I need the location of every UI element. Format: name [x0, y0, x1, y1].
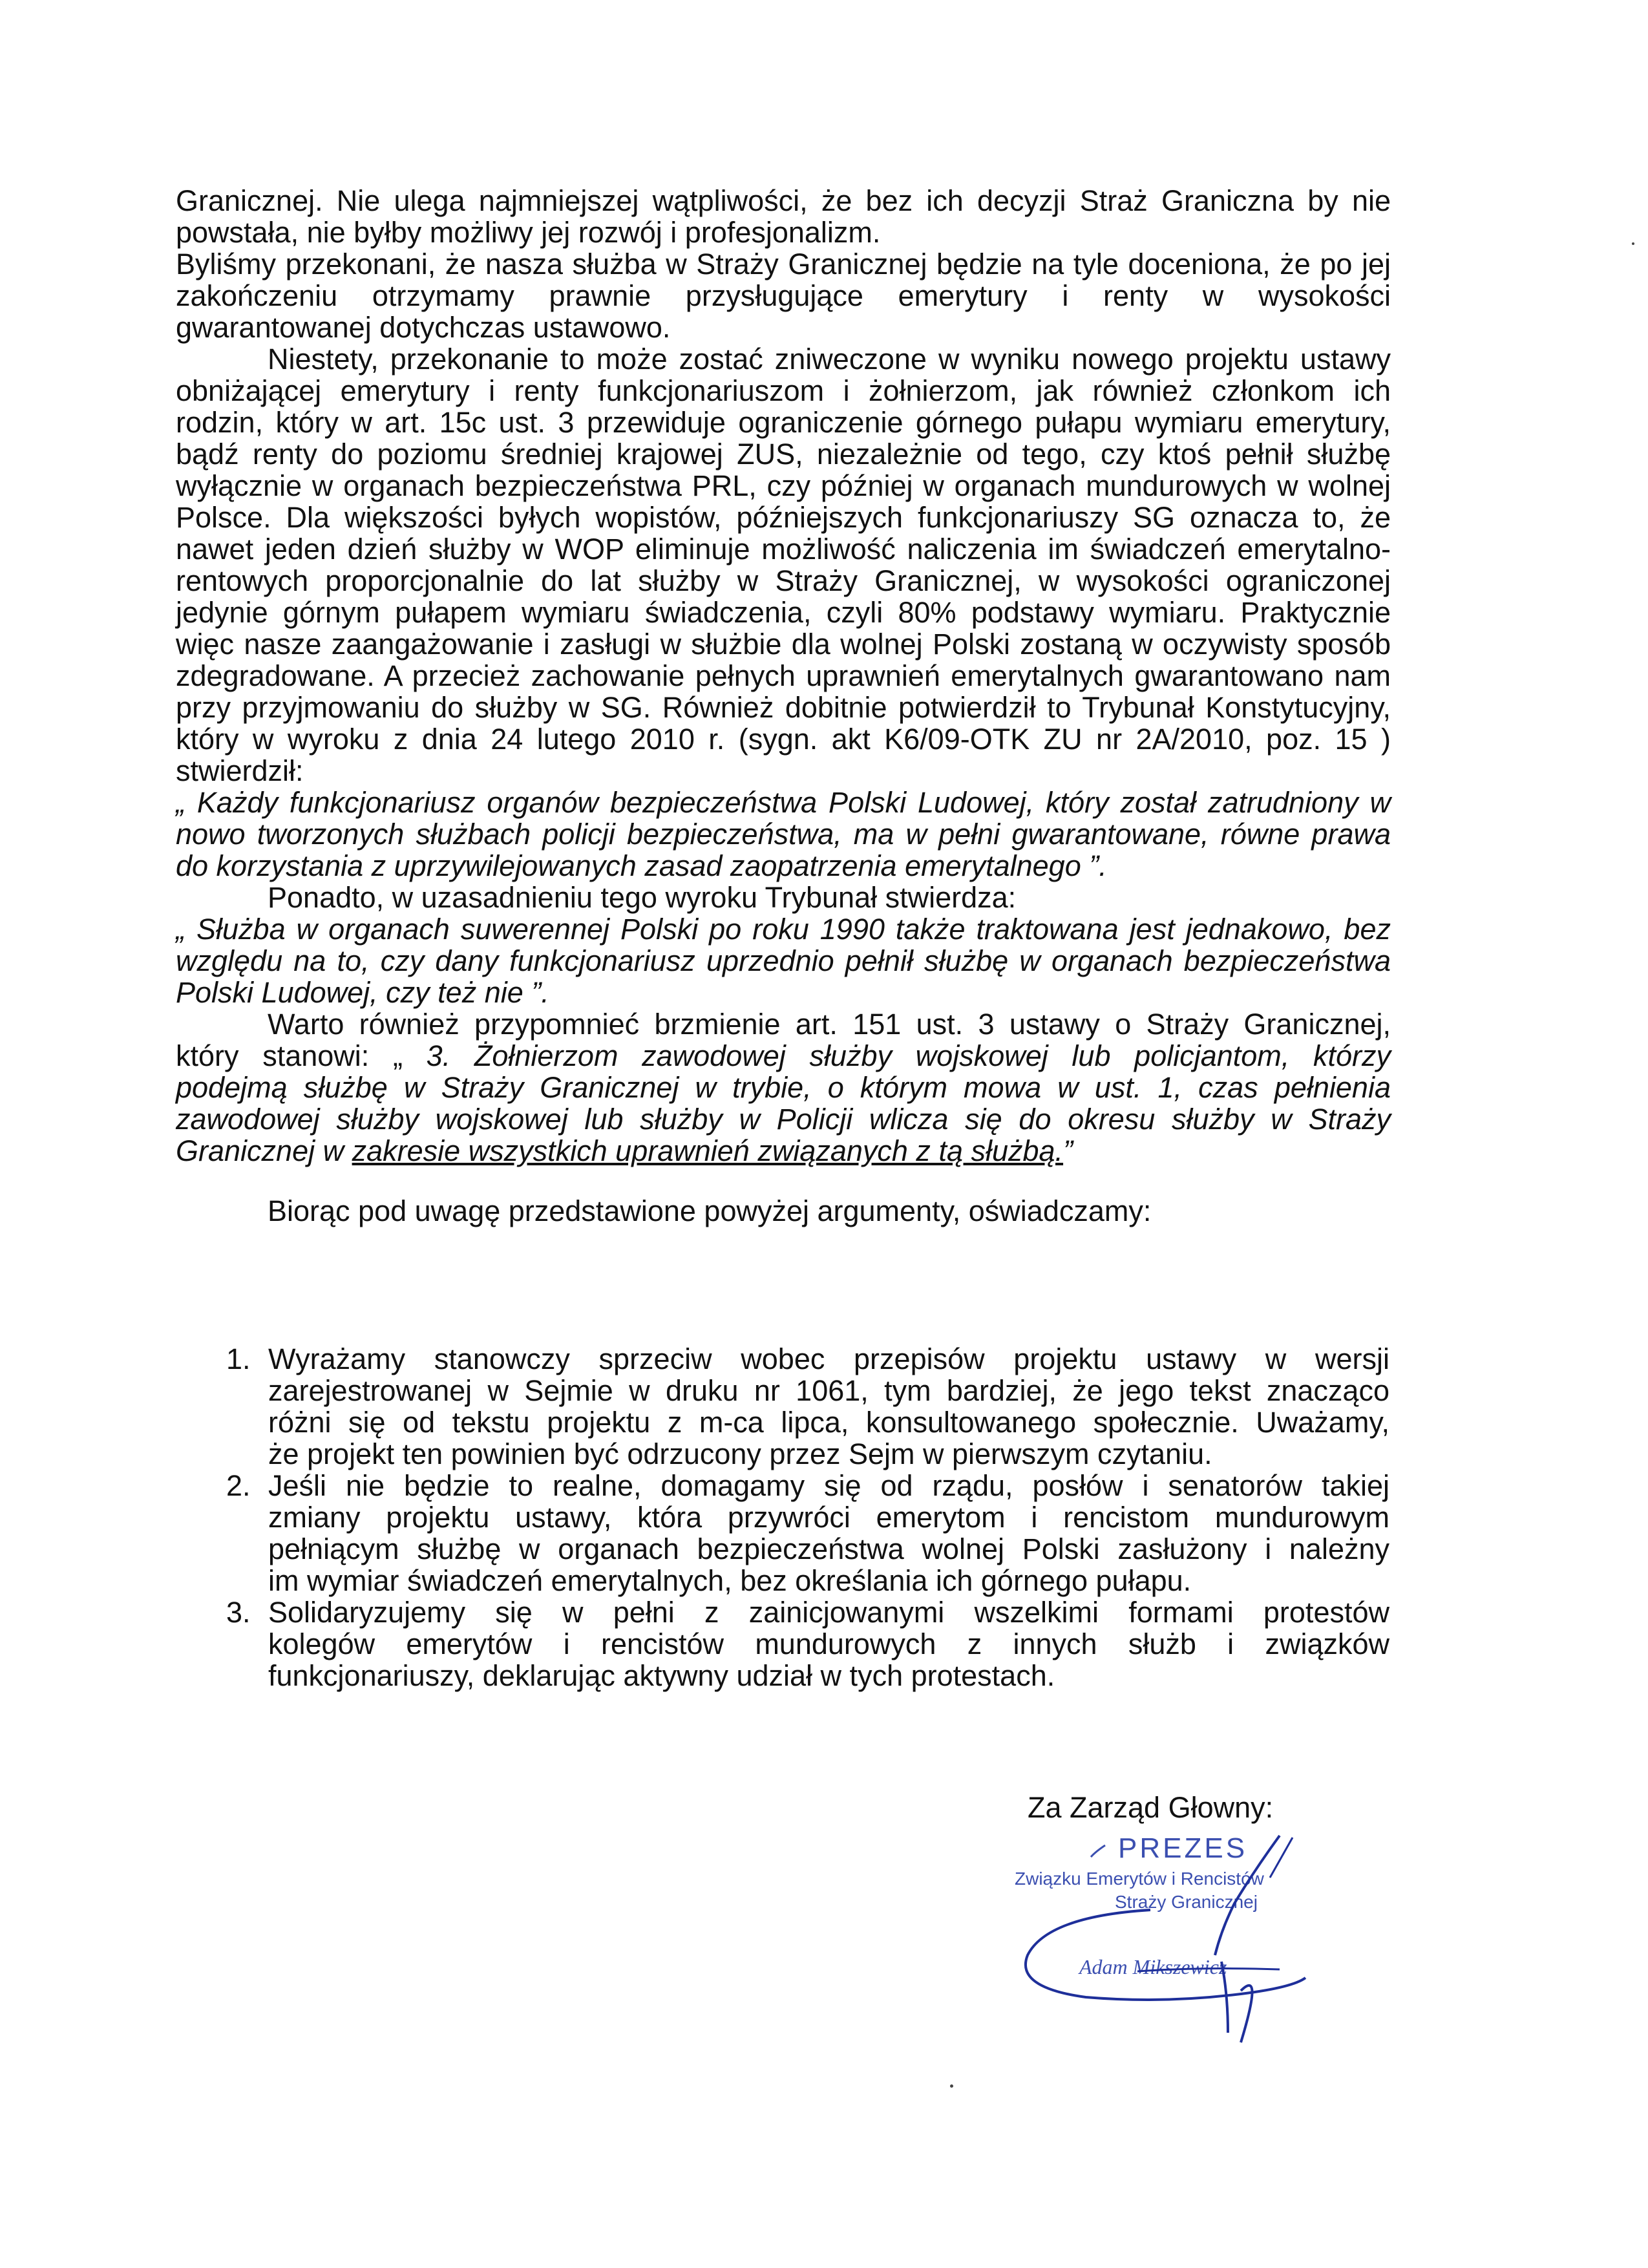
- text-line: nawet jeden dzień służby w WOP eliminuje możliwość naliczenia im świadczeń emerytalno-: [176, 533, 1391, 566]
- text-line: jedynie górnym pułapem wymiaru świadczenia, czyli 80% podstawy wymiaru. Praktycznie: [176, 596, 1391, 629]
- quote-fragment: Granicznej w: [176, 1134, 352, 1167]
- quote-line: zawodowej służby wojskowej lub służby w Policji wlicza się do okresu służby w Straży: [176, 1103, 1391, 1136]
- list-line: pełniącym służbę w organach bezpieczeństwa wolnej Polski zasłużony i należny: [268, 1532, 1389, 1565]
- stamp-org-line: Straży Granicznej: [1115, 1892, 1258, 1912]
- handwritten-signature: [1008, 1832, 1344, 2046]
- stamp-org-line: Związku Emerytów i Rencistów: [1015, 1869, 1264, 1889]
- stamp: [1008, 1832, 1344, 2046]
- text-line: rentowych proporcjonalnie do lat służby w Straży Granicznej, w wysokości ograniczonej: [176, 564, 1391, 597]
- stamp-name: Adam Mikszewicz: [1079, 1955, 1227, 1978]
- list-number: 2.: [226, 1469, 251, 1502]
- text-line: bądź renty do poziomu średniej krajowej ZUS, niezależnie od tego, czy ktoś pełnił służbę: [176, 438, 1391, 471]
- quote-line: do korzystania z uprzywilejowanych zasad zaopatrzenia emerytalnego ”.: [176, 849, 1107, 882]
- quote-line: nowo tworzonych służbach policji bezpieczeństwa, ma w pełni gwarantowane, równe prawa: [176, 818, 1391, 851]
- declaration-intro: Biorąc pod uwagę przedstawione powyżej argumenty, oświadczamy:: [268, 1194, 1152, 1227]
- quote-fragment: ”: [1063, 1134, 1073, 1167]
- list-line: różni się od tekstu projektu z m-ca lipca, konsultowanego społecznie. Uważamy,: [268, 1406, 1389, 1439]
- quote-line: „ Każdy funkcjonariusz organów bezpieczeństwa Polski Ludowej, który został zatrudniony w: [176, 786, 1391, 819]
- quote-line: względu na to, czy dany funkcjonariusz uprzednio pełnił służbę w organach bezpieczeństwa: [176, 944, 1391, 977]
- scan-dot: [950, 2084, 953, 2088]
- text-line: stwierdził:: [176, 754, 304, 787]
- quote-line: „ Służba w organach suwerennej Polski po roku 1990 także traktowana jest jednakowo, bez: [176, 913, 1391, 946]
- list-line: zarejestrowanej w Sejmie w druku nr 1061, tym bardziej, że jego tekst znacząco: [268, 1374, 1389, 1407]
- text-line: więc nasze zaangażowanie i zasługi w służbie dla wolnej Polski zostaną w oczywisty sposób: [176, 628, 1391, 661]
- list-line: Wyrażamy stanowczy sprzeciw wobec przepisów projektu ustawy w wersji: [268, 1342, 1389, 1375]
- list-line: że projekt ten powinien być odrzucony przez Sejm w pierwszym czytaniu.: [268, 1437, 1212, 1470]
- quote-line: [176, 1135, 1391, 1167]
- quote-fragment: 3. Żołnierzom zawodowej służby wojskowej lub policjantom, którzy: [426, 1039, 1391, 1072]
- text-line: Warto również przypomnieć brzmienie art. 151 ust. 3 ustawy o Straży Granicznej,: [268, 1008, 1391, 1041]
- text-line: rodzin, który w art. 15c ust. 3 przewiduje ograniczenie górnego pułapu wymiaru emerytury,: [176, 406, 1391, 439]
- text-line: Niestety, przekonanie to może zostać zniweczone w wyniku nowego projektu ustawy: [268, 343, 1391, 376]
- text-line: [176, 1040, 1391, 1072]
- list-line: funkcjonariuszy, deklarując aktywny udział w tych protestach.: [268, 1659, 1055, 1692]
- declaration-list: [226, 1343, 1389, 1691]
- quote-line: Polski Ludowej, czy też nie ”.: [176, 976, 549, 1009]
- signoff: Za Zarząd Głowny:: [1028, 1791, 1274, 1824]
- list-line: Solidaryzujemy się w pełni z zainicjowanymi wszelkimi formami protestów: [268, 1596, 1389, 1629]
- text-line: powstała, nie byłby możliwy jej rozwój i profesjonalizm.: [176, 216, 881, 249]
- text-line: Ponadto, w uzasadnieniu tego wyroku Trybunał stwierdza:: [268, 881, 1017, 914]
- scan-dot: [1632, 242, 1634, 245]
- list-line: zmiany projektu ustawy, która przywróci emerytom i rencistom mundurowym: [268, 1501, 1389, 1534]
- quote-line: podejmą służbę w Straży Granicznej w trybie, o którym mowa w ust. 1, czas pełnienia: [176, 1071, 1391, 1104]
- stamp-title: PREZES: [1118, 1832, 1248, 1864]
- underlined-fragment: zakresie wszystkich uprawnień związanych z tą służbą.: [352, 1134, 1064, 1167]
- letter-body: [176, 185, 1391, 1227]
- text-line: obniżającej emerytury i renty funkcjonariuszom i żołnierzom, jak również członkom ich: [176, 374, 1391, 407]
- list-item: [226, 1596, 1389, 1691]
- list-number: 1.: [226, 1342, 251, 1375]
- text-line: który w wyroku z dnia 24 lutego 2010 r. (sygn. akt K6/09-OTK ZU nr 2A/2010, poz. 15 ): [176, 723, 1391, 756]
- list-line: kolegów emerytów i rencistów mundurowych z innych służb i związków: [268, 1627, 1389, 1660]
- text-line: zdegradowane. A przecież zachowanie pełnych uprawnień emerytalnych gwarantowano nam: [176, 659, 1391, 692]
- list-item: [226, 1470, 1389, 1596]
- list-number: 3.: [226, 1596, 251, 1629]
- text-line: Byliśmy przekonani, że nasza służba w Straży Granicznej będzie na tyle doceniona, że po jej: [176, 248, 1391, 281]
- text-line: przy przyjmowaniu do służby w SG. Również dobitnie potwierdził to Trybunał Konstytucyjny,: [176, 691, 1391, 724]
- spacer: [176, 1167, 1391, 1195]
- text-line: gwarantowanej dotychczas ustawowo.: [176, 311, 671, 344]
- list-item: [226, 1343, 1389, 1470]
- text-line: Granicznej. Nie ulega najmniejszej wątpliwości, że bez ich decyzji Straż Graniczna by nie: [176, 184, 1391, 217]
- list-line: im wymiar świadczeń emerytalnych, bez określania ich górnego pułapu.: [268, 1564, 1192, 1597]
- text-line: zakończeniu otrzymamy prawnie przysługujące emerytury i renty w wysokości: [176, 279, 1391, 312]
- text-fragment: który stanowi: „: [176, 1039, 427, 1072]
- text-line: wyłącznie w organach bezpieczeństwa PRL, czy później w organach mundurowych w wolnej: [176, 469, 1391, 502]
- text-line: Polsce. Dla większości byłych wopistów, późniejszych funkcjonariuszy SG oznacza to, że: [176, 501, 1391, 534]
- list-line: Jeśli nie będzie to realne, domagamy się od rządu, posłów i senatorów takiej: [268, 1469, 1389, 1502]
